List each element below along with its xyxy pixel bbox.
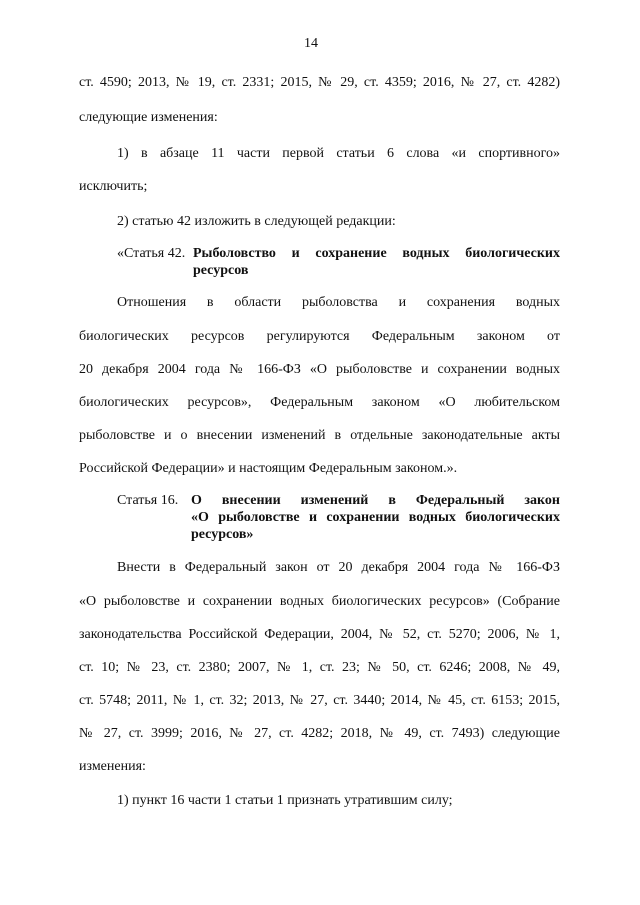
article-42-title: Рыболовство и сохранение водных биологических — [193, 246, 560, 261]
text-line: Внести в Федеральный закон от 20 декабря 2004 года № 166-ФЗ — [117, 560, 560, 575]
text-line: ст. 4590; 2013, № 19, ст. 2331; 2015, № 29, ст. 4359; 2016, № 27, ст. 4282) — [79, 75, 560, 90]
article-16-title: О внесении изменений в Федеральный закон — [191, 493, 560, 508]
text-line: биологических ресурсов», Федеральным законом «О любительском — [79, 395, 560, 410]
text-line: изменения: — [79, 759, 146, 774]
article-16-title: ресурсов» — [191, 527, 254, 542]
article-16-title: «О рыболовстве и сохранении водных биологических — [191, 510, 560, 525]
article-42-prefix: «Статья 42. — [117, 246, 186, 261]
text-line: 1) в абзаце 11 части первой статьи 6 слова «и спортивного» — [117, 146, 560, 161]
text-line: Отношения в области рыболовства и сохранения водных — [117, 295, 560, 310]
text-line: законодательства Российской Федерации, 2004, № 52, ст. 5270; 2006, № 1, — [79, 627, 560, 642]
article-42-title: ресурсов — [193, 263, 249, 278]
page-number: 14 — [304, 36, 318, 51]
text-line: № 27, ст. 3999; 2016, № 27, ст. 4282; 2018, № 49, ст. 7493) следующие — [79, 726, 560, 741]
text-line: следующие изменения: — [79, 110, 218, 125]
text-line: ст. 5748; 2011, № 1, ст. 32; 2013, № 27, ст. 3440; 2014, № 45, ст. 6153; 2015, — [79, 693, 560, 708]
text-line: 1) пункт 16 части 1 статьи 1 признать утратившим силу; — [117, 793, 453, 808]
text-line: «О рыболовстве и сохранении водных биологических ресурсов» (Собрание — [79, 594, 560, 609]
text-line: 20 декабря 2004 года № 166-ФЗ «О рыболовстве и сохранении водных — [79, 362, 560, 377]
text-line: исключить; — [79, 179, 148, 194]
text-line: биологических ресурсов регулируются Федеральным законом от — [79, 329, 560, 344]
text-line: 2) статью 42 изложить в следующей редакции: — [117, 214, 396, 229]
text-line: рыболовстве и о внесении изменений в отдельные законодательные акты — [79, 428, 560, 443]
text-line: Российской Федерации» и настоящим Федеральным законом.». — [79, 461, 458, 476]
article-16-prefix: Статья 16. — [117, 493, 179, 508]
text-line: ст. 10; № 23, ст. 2380; 2007, № 1, ст. 23; № 50, ст. 6246; 2008, № 49, — [79, 660, 560, 675]
